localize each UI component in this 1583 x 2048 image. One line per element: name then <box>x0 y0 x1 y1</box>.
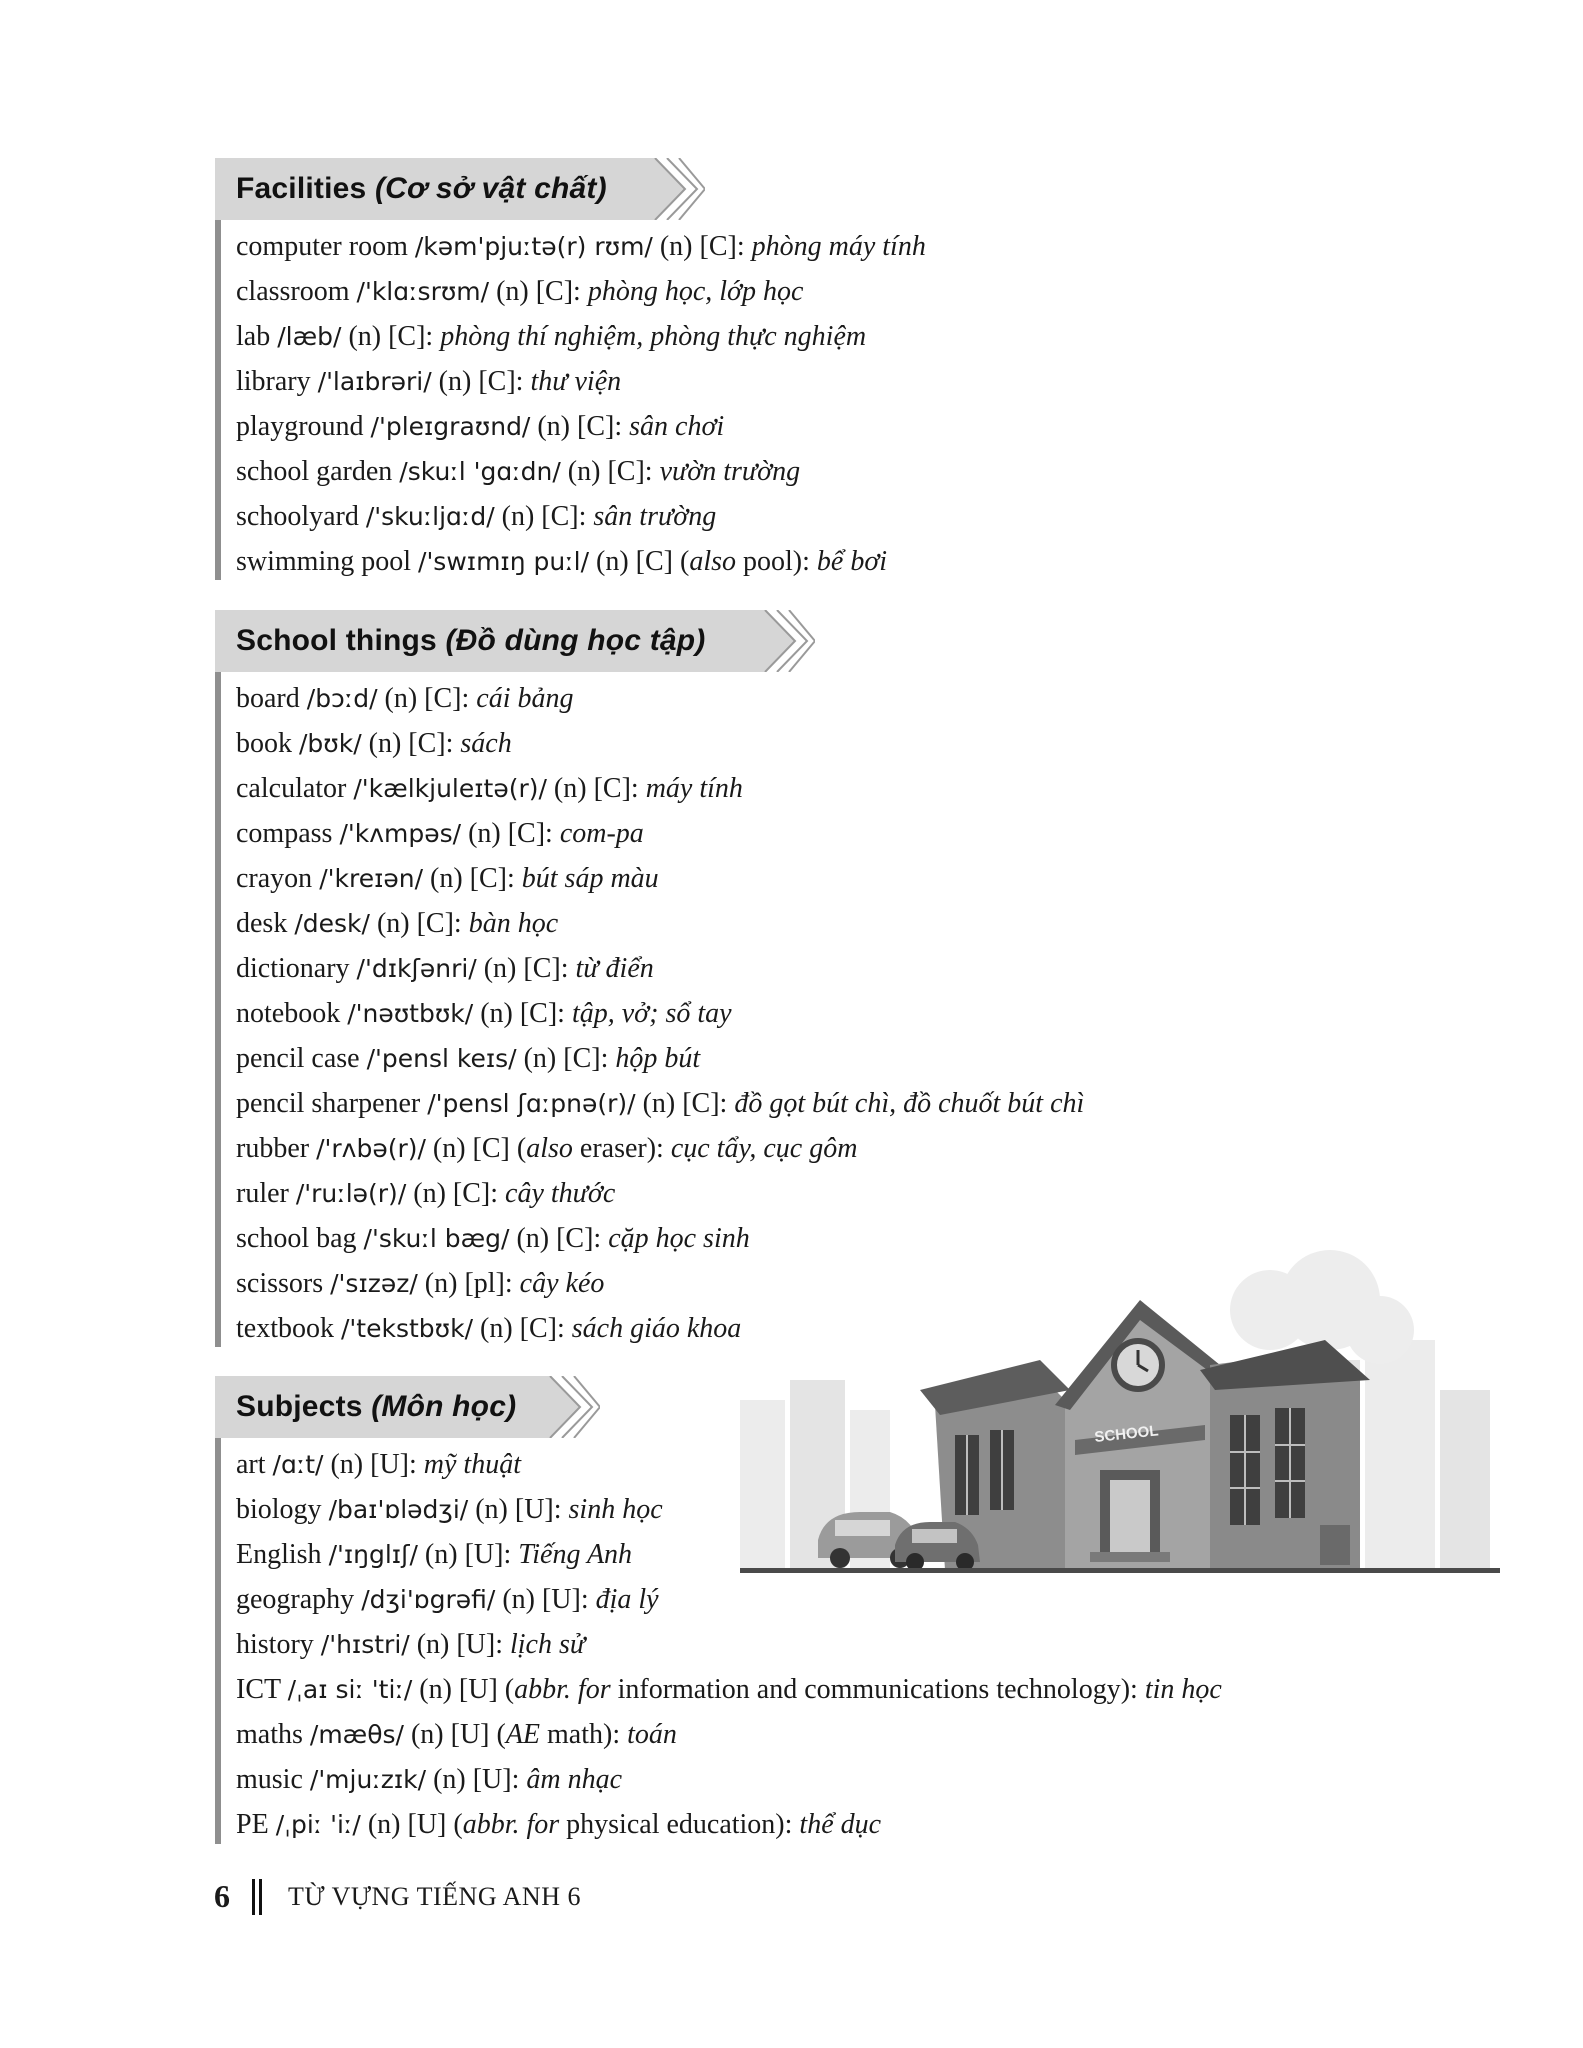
book-title: TỪ VỰNG TIẾNG ANH 6 <box>288 1881 581 1911</box>
entry-word: music <box>236 1764 303 1795</box>
entry-meaning: bút sáp màu <box>521 863 659 894</box>
section-heading <box>215 610 815 672</box>
entry-word: board <box>236 683 300 714</box>
entry-word: crayon <box>236 863 313 894</box>
entry-note-italic: AE <box>505 1719 541 1750</box>
entry-note: eraser): <box>572 1133 664 1164</box>
vocab-entry <box>236 224 926 269</box>
vocab-entry <box>236 946 1084 991</box>
entry-ipa: /bɔːd/ <box>306 684 378 713</box>
entry-meaning: âm nhạc <box>526 1764 623 1795</box>
entry-word: calculator <box>236 773 347 804</box>
vocab-entry <box>236 1712 1222 1757</box>
vocab-entry <box>236 721 1084 766</box>
entry-info: (n) [U]: <box>475 1494 562 1525</box>
entry-word: dictionary <box>236 953 350 984</box>
entry-meaning: đồ gọt bút chì, đồ chuốt bút chì <box>734 1088 1085 1119</box>
entry-word: textbook <box>236 1313 334 1344</box>
section-bar <box>215 1376 221 1844</box>
entry-note-italic: abbr. for <box>514 1674 611 1705</box>
entry-word: playground <box>236 411 364 442</box>
vocab-entry <box>236 1622 1222 1667</box>
entry-meaning: sách <box>460 728 512 759</box>
entry-word: pencil case <box>236 1043 360 1074</box>
entry-word: compass <box>236 818 333 849</box>
entry-info: (n) [C]: <box>537 411 623 442</box>
entry-info: (n) [U] ( <box>410 1719 506 1750</box>
entry-ipa: /'skuːljɑːd/ <box>365 502 495 531</box>
entry-ipa: /'pleɪgraʊnd/ <box>370 412 531 441</box>
entry-meaning: cây kéo <box>519 1268 605 1299</box>
entry-word: English <box>236 1539 322 1570</box>
entry-info: (n) [C]: <box>468 818 553 849</box>
entry-word: ruler <box>236 1178 289 1209</box>
vocab-entry <box>236 811 1084 856</box>
entry-ipa: /'kreɪən/ <box>319 864 424 893</box>
vocab-entry <box>236 1577 1222 1622</box>
entry-meaning: lịch sử <box>509 1629 586 1660</box>
vocab-entry <box>236 901 1084 946</box>
entry-ipa: /'hɪstri/ <box>320 1630 410 1659</box>
entry-info: (n) [C]: <box>348 321 434 352</box>
entry-meaning: sách giáo khoa <box>571 1313 742 1344</box>
entry-ipa: /'sɪzəz/ <box>330 1269 418 1298</box>
entry-note: pool): <box>736 546 810 577</box>
entry-ipa: /'swɪmɪŋ puːl/ <box>418 547 590 576</box>
entry-meaning: tập, vở; sổ tay <box>571 998 732 1029</box>
section-heading <box>215 158 705 220</box>
entry-ipa: /bʊk/ <box>299 729 362 758</box>
heading-title-en: School things <box>236 624 437 657</box>
entry-info: (n) [C]: <box>501 501 587 532</box>
entry-ipa: /'ɪŋglɪʃ/ <box>328 1540 418 1569</box>
entry-meaning: com-pa <box>559 818 644 849</box>
entry-ipa: /kəm'pjuːtə(r) rʊm/ <box>414 232 653 261</box>
vocab-entry <box>236 991 1084 1036</box>
entry-ipa: /'pensl keɪs/ <box>366 1044 517 1073</box>
vocab-entry <box>236 314 926 359</box>
entry-word: lab <box>236 321 271 352</box>
entry-info: (n) [U] ( <box>419 1674 515 1705</box>
entry-info: (n) [C]: <box>480 998 565 1029</box>
entry-ipa: /ˌaɪ siː 'tiː/ <box>287 1675 413 1704</box>
entry-ipa: /desk/ <box>294 909 370 938</box>
entry-ipa: /'nəʊtbʊk/ <box>347 999 474 1028</box>
school-sign-text: SCHOOL <box>1093 1422 1160 1446</box>
entry-info: (n) [C]: <box>376 908 462 939</box>
entry-ipa: /'laɪbrəri/ <box>317 367 432 396</box>
vocab-entry <box>236 766 1084 811</box>
entry-info: (n) [C]: <box>496 276 581 307</box>
entry-info: (n) [pl]: <box>424 1268 513 1299</box>
entry-meaning: mỹ thuật <box>423 1449 521 1480</box>
entry-meaning: cây thước <box>505 1178 616 1209</box>
entry-meaning: hộp bút <box>615 1043 701 1074</box>
entry-info: (n) [C]: <box>430 863 515 894</box>
entry-word: school bag <box>236 1223 357 1254</box>
entry-meaning: tin học <box>1144 1674 1222 1705</box>
entry-meaning: bể bơi <box>816 546 888 577</box>
page-number: 6 <box>214 1878 230 1914</box>
entry-meaning: cục tẩy, cục gôm <box>670 1133 858 1164</box>
entry-word: notebook <box>236 998 341 1029</box>
heading-title-vi: (Đồ dùng học tập) <box>445 624 706 657</box>
entry-ipa: /'kʌmpəs/ <box>339 819 462 848</box>
entry-note: information and communications technology): <box>610 1674 1138 1705</box>
entry-info: (n) [U]: <box>330 1449 417 1480</box>
entry-ipa: /'rʌbə(r)/ <box>316 1134 426 1163</box>
entry-word: biology <box>236 1494 322 1525</box>
entry-info: (n) [C]: <box>413 1178 499 1209</box>
entry-word: book <box>236 728 292 759</box>
entry-note: math): <box>540 1719 621 1750</box>
entry-ipa: /dʒi'ɒgrəfi/ <box>361 1585 496 1614</box>
entry-ipa: /ɑːt/ <box>272 1450 324 1479</box>
entry-info: (n) [C]: <box>523 1043 609 1074</box>
entry-note-italic: also <box>689 546 736 577</box>
entry-meaning: phòng học, lớp học <box>587 276 804 307</box>
entry-meaning: thể dục <box>799 1809 882 1840</box>
entry-word: history <box>236 1629 314 1660</box>
entry-info: (n) [C] ( <box>596 546 690 577</box>
vocab-entry <box>236 1667 1222 1712</box>
entry-info: (n) [C]: <box>384 683 470 714</box>
vocab-entry <box>236 1757 1222 1802</box>
entry-ipa: /ˌpiː 'iː/ <box>275 1810 361 1839</box>
vocab-entry <box>236 269 926 314</box>
entry-info: (n) [U] ( <box>367 1809 463 1840</box>
school-building-illustration <box>740 1240 1500 1580</box>
entry-meaning: bàn học <box>468 908 559 939</box>
vocab-entry <box>236 449 926 494</box>
entry-meaning: từ điển <box>575 953 654 984</box>
entry-meaning: cái bảng <box>476 683 574 714</box>
entry-meaning: vườn trường <box>659 456 801 487</box>
heading-title-en: Facilities <box>236 172 367 205</box>
entry-info: (n) [C]: <box>483 953 569 984</box>
entry-word: scissors <box>236 1268 324 1299</box>
entry-ipa: /mæθs/ <box>309 1720 404 1749</box>
entry-ipa: /'pensl ʃɑːpnə(r)/ <box>427 1089 636 1118</box>
entry-info: (n) [C]: <box>567 456 653 487</box>
entry-info: (n) [C]: <box>642 1088 728 1119</box>
vocab-entry <box>236 676 1084 721</box>
entry-info: (n) [C]: <box>553 773 639 804</box>
entry-info: (n) [U]: <box>433 1764 520 1795</box>
vocab-entry <box>236 539 926 584</box>
section-bar <box>215 158 221 580</box>
vocab-entry <box>236 1126 1084 1171</box>
entry-ipa: /'ruːlə(r)/ <box>295 1179 407 1208</box>
entry-meaning: địa lý <box>595 1584 659 1615</box>
entry-meaning: cặp học sinh <box>608 1223 750 1254</box>
entry-word: desk <box>236 908 288 939</box>
entry-ipa: /'kælkjuleɪtə(r)/ <box>353 774 547 803</box>
entry-meaning: sân chơi <box>629 411 725 442</box>
entry-ipa: /baɪ'ɒlədʒi/ <box>328 1495 469 1524</box>
entry-meaning: phòng thí nghiệm, phòng thực nghiệm <box>440 321 867 352</box>
entry-word: swimming pool <box>236 546 412 577</box>
footer-separator <box>252 1879 264 1915</box>
entry-info: (n) [U]: <box>416 1629 503 1660</box>
entry-ipa: /'dɪkʃənri/ <box>356 954 477 983</box>
entry-word: library <box>236 366 311 397</box>
heading-title-vi: (Cơ sở vật chất) <box>374 172 607 205</box>
entry-word: school garden <box>236 456 393 487</box>
entry-meaning: máy tính <box>645 773 743 804</box>
entry-word: classroom <box>236 276 350 307</box>
entry-word: rubber <box>236 1133 310 1164</box>
entry-ipa: /'klɑːsrʊm/ <box>356 277 490 306</box>
vocab-entry <box>236 1081 1084 1126</box>
vocab-entry <box>236 404 926 449</box>
page-footer <box>214 1878 581 1915</box>
vocab-entry <box>236 856 1084 901</box>
entry-word: geography <box>236 1584 355 1615</box>
entry-word: pencil sharpener <box>236 1088 421 1119</box>
vocab-entry <box>236 494 926 539</box>
entry-meaning: phòng máy tính <box>751 231 926 262</box>
entry-ipa: /læb/ <box>277 322 342 351</box>
entry-ipa: /'mjuːzɪk/ <box>309 1765 427 1794</box>
entry-info: (n) [C]: <box>659 231 745 262</box>
heading-title-vi: (Môn học) <box>371 1390 517 1423</box>
entry-ipa: /'skuːl bæg/ <box>363 1224 510 1253</box>
entry-meaning: toán <box>627 1719 677 1750</box>
entry-list <box>236 224 926 584</box>
entry-note: physical education): <box>559 1809 793 1840</box>
entry-info: (n) [C]: <box>438 366 524 397</box>
entry-word: ICT <box>236 1674 281 1705</box>
entry-info: (n) [C]: <box>480 1313 565 1344</box>
entry-meaning: thư viện <box>530 366 622 397</box>
vocab-entry <box>236 359 926 404</box>
entry-word: computer room <box>236 231 408 262</box>
entry-info: (n) [C] ( <box>432 1133 527 1164</box>
entry-info: (n) [U]: <box>424 1539 512 1570</box>
entry-word: maths <box>236 1719 303 1750</box>
entry-info: (n) [C]: <box>368 728 454 759</box>
entry-meaning: sân trường <box>593 501 717 532</box>
entry-meaning: sinh học <box>568 1494 663 1525</box>
entry-info: (n) [C]: <box>516 1223 602 1254</box>
entry-info: (n) [U]: <box>502 1584 589 1615</box>
entry-ipa: /'tekstbʊk/ <box>341 1314 473 1343</box>
entry-ipa: /skuːl 'gɑːdn/ <box>399 457 561 486</box>
entry-word: PE <box>236 1809 269 1840</box>
entry-word: art <box>236 1449 266 1480</box>
entry-word: schoolyard <box>236 501 359 532</box>
entry-meaning: Tiếng Anh <box>518 1539 633 1570</box>
vocab-entry <box>236 1171 1084 1216</box>
vocab-entry <box>236 1036 1084 1081</box>
heading-title-en: Subjects <box>236 1390 363 1423</box>
section-heading <box>215 1376 600 1438</box>
vocab-entry <box>236 1802 1222 1847</box>
entry-note-italic: also <box>526 1133 573 1164</box>
entry-note-italic: abbr. for <box>462 1809 560 1840</box>
section-bar <box>215 610 221 1347</box>
